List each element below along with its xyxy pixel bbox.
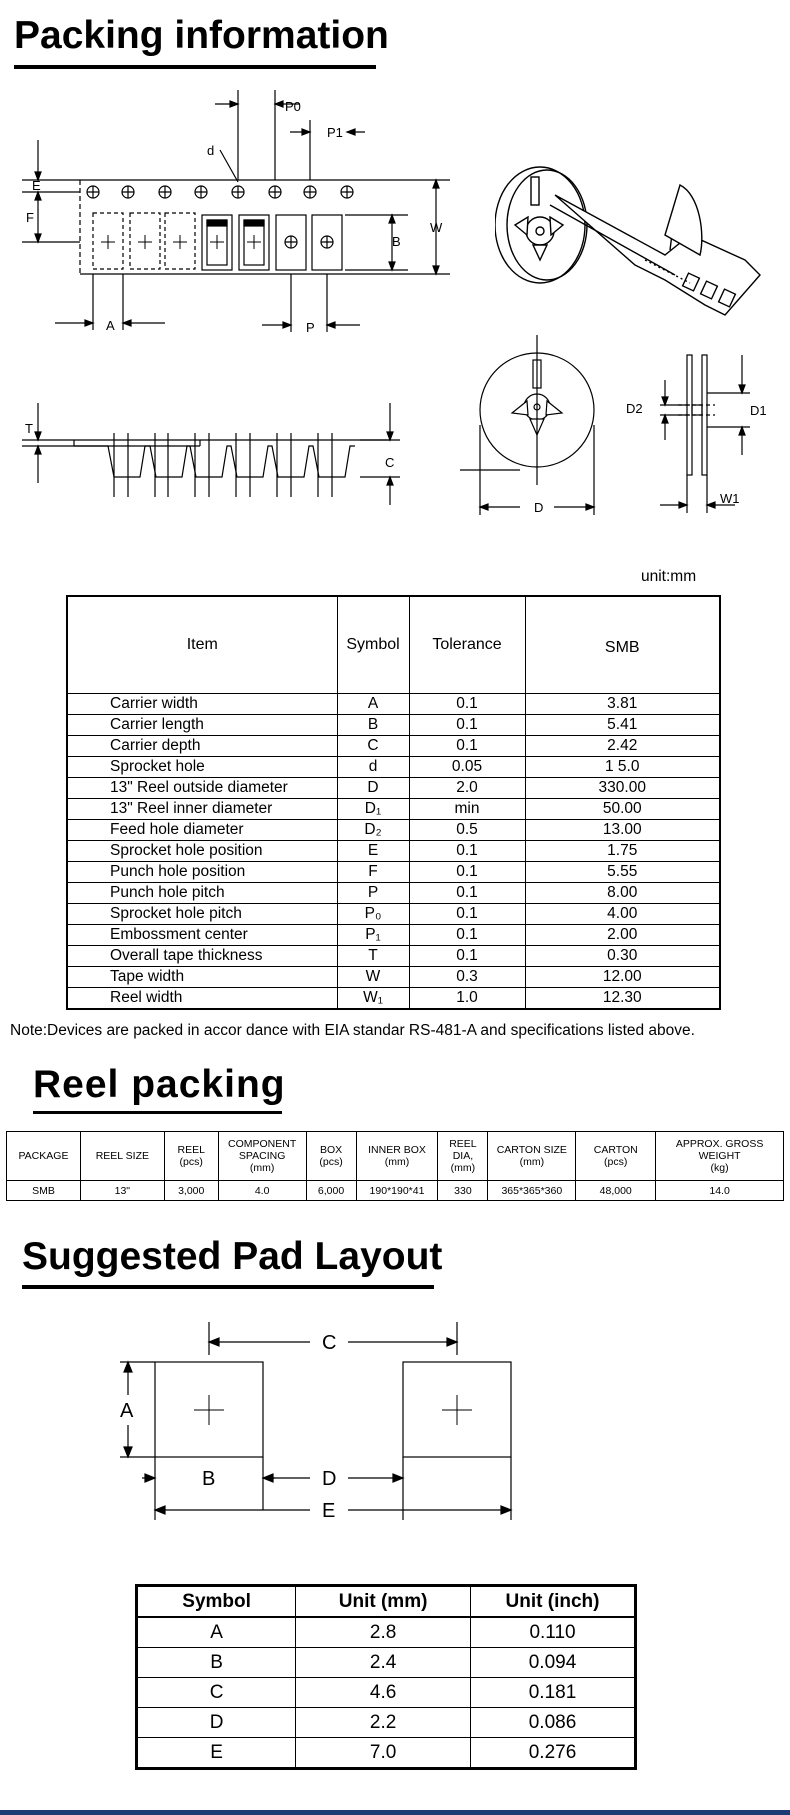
reel-header-cell <box>7 1132 81 1181</box>
spec-symbol: D₁ <box>337 799 409 820</box>
reel-data-cell: 4.0 <box>218 1181 306 1201</box>
pad-label-b: B <box>202 1468 216 1490</box>
pad-cell: C <box>137 1678 296 1708</box>
header-item: Item <box>67 596 337 694</box>
spec-item: Embossment center <box>67 925 337 946</box>
reel-perspective-diagram <box>495 165 775 325</box>
reel-header-main: INNER BOX <box>368 1144 426 1156</box>
reel-data-row <box>7 1181 784 1201</box>
spec-tolerance: 2.0 <box>409 778 525 799</box>
spec-value: 0.30 <box>525 946 720 967</box>
reel-header-sub: (pcs) <box>604 1156 628 1168</box>
reel-header-main: REEL <box>177 1144 205 1156</box>
spec-tolerance: 0.5 <box>409 820 525 841</box>
spec-value: 8.00 <box>525 883 720 904</box>
pad-layout-underline <box>22 1285 434 1289</box>
spec-symbol: D <box>337 778 409 799</box>
reel-header-cell <box>80 1132 164 1181</box>
spec-item: Sprocket hole position <box>67 841 337 862</box>
label-d2: D2 <box>626 401 643 416</box>
label-p0: P0 <box>285 99 301 114</box>
spec-value: 1 5.0 <box>525 757 720 778</box>
spec-item: Punch hole pitch <box>67 883 337 904</box>
spec-tolerance: min <box>409 799 525 820</box>
reel-data-cell: 48,000 <box>576 1181 656 1201</box>
header-symbol: Symbol <box>337 596 409 694</box>
spec-item: Tape width <box>67 967 337 988</box>
label-w1: W1 <box>720 491 740 506</box>
spec-value: 12.30 <box>525 988 720 1010</box>
pad-cell: 0.086 <box>471 1708 636 1738</box>
pad-cell: 0.094 <box>471 1648 636 1678</box>
reel-header-cell <box>164 1132 218 1181</box>
pad-label-c: C <box>322 1332 337 1354</box>
pad-cell: 4.6 <box>296 1678 471 1708</box>
spec-value: 5.55 <box>525 862 720 883</box>
spec-value: 4.00 <box>525 904 720 925</box>
reel-header-cell <box>576 1132 656 1181</box>
reel-header-main: PACKAGE <box>18 1150 69 1162</box>
spec-value: 330.00 <box>525 778 720 799</box>
reel-header-sub: (mm) <box>450 1162 476 1174</box>
spec-item: 13" Reel outside diameter <box>67 778 337 799</box>
spec-tolerance: 0.1 <box>409 904 525 925</box>
spec-value: 2.00 <box>525 925 720 946</box>
spec-symbol: C <box>337 736 409 757</box>
tape-side-view-diagram <box>0 395 470 505</box>
pad-layout-table <box>135 1584 637 1770</box>
spec-item: Carrier width <box>67 694 337 715</box>
spec-value: 12.00 <box>525 967 720 988</box>
reel-header-sub: (mm) <box>519 1156 545 1168</box>
reel-header-sub: (pcs) <box>179 1156 203 1168</box>
label-p: P <box>306 320 315 335</box>
label-b: B <box>392 234 401 249</box>
spec-symbol: W <box>337 967 409 988</box>
spec-row <box>67 925 720 946</box>
spec-tolerance: 0.1 <box>409 841 525 862</box>
spec-row <box>67 862 720 883</box>
label-d: d <box>207 143 215 158</box>
spec-row <box>67 988 720 1010</box>
packing-title: Packing information <box>14 14 389 57</box>
reel-header-sub: (mm) <box>384 1156 410 1168</box>
spec-symbol: B <box>337 715 409 736</box>
reel-data-cell: 6,000 <box>306 1181 356 1201</box>
spec-value: 13.00 <box>525 820 720 841</box>
reel-header-main: BOX <box>319 1144 343 1156</box>
pad-row <box>137 1708 636 1738</box>
reel-header-main: CARTON <box>593 1144 638 1156</box>
spec-row <box>67 799 720 820</box>
pad-row <box>137 1648 636 1678</box>
spec-tolerance: 0.1 <box>409 694 525 715</box>
spec-symbol: P <box>337 883 409 904</box>
spec-value: 50.00 <box>525 799 720 820</box>
label-t: T <box>25 421 33 436</box>
label-f: F <box>26 210 34 225</box>
label-e: E <box>32 178 41 193</box>
packing-note: Note:Devices are packed in accor dance with EIA standar RS-481-A and specifications listed above. <box>10 1022 695 1039</box>
spec-row <box>67 967 720 988</box>
pad-cell: 2.8 <box>296 1617 471 1648</box>
spec-value: 1.75 <box>525 841 720 862</box>
reel-header-sub: (kg) <box>710 1162 729 1174</box>
spec-symbol: A <box>337 694 409 715</box>
spec-item: Reel width <box>67 988 337 1010</box>
pad-label-e: E <box>322 1500 336 1522</box>
spec-item: Carrier depth <box>67 736 337 757</box>
pad-layout-diagram <box>100 1310 540 1540</box>
spec-tolerance: 0.1 <box>409 736 525 757</box>
pad-cell: 0.181 <box>471 1678 636 1708</box>
pad-label-d: D <box>322 1468 337 1490</box>
tape-top-view-diagram <box>0 80 470 350</box>
spec-tolerance: 1.0 <box>409 988 525 1010</box>
pad-row <box>137 1738 636 1769</box>
reel-data-cell: SMB <box>7 1181 81 1201</box>
unit-label: unit:mm <box>641 568 697 585</box>
reel-header-main: CARTON SIZE <box>496 1144 567 1156</box>
spec-row <box>67 694 720 715</box>
reel-header-cell <box>656 1132 784 1181</box>
pad-header-row <box>137 1586 636 1618</box>
label-d1: D1 <box>750 403 767 418</box>
pad-layout-title: Suggested Pad Layout <box>22 1235 443 1278</box>
spec-row <box>67 946 720 967</box>
reel-packing-table <box>6 1131 784 1201</box>
spec-row <box>67 715 720 736</box>
spec-value: 2.42 <box>525 736 720 757</box>
spec-row <box>67 904 720 925</box>
spec-item: Sprocket hole pitch <box>67 904 337 925</box>
label-d-reel: D <box>534 500 544 515</box>
reel-header-row <box>7 1132 784 1181</box>
spec-tolerance: 0.1 <box>409 946 525 967</box>
reel-header-cell <box>356 1132 438 1181</box>
spec-item: Punch hole position <box>67 862 337 883</box>
reel-header-cell <box>306 1132 356 1181</box>
pad-cell: 7.0 <box>296 1738 471 1769</box>
spec-row <box>67 757 720 778</box>
reel-data-cell: 3,000 <box>164 1181 218 1201</box>
spec-symbol: W₁ <box>337 988 409 1010</box>
pad-row <box>137 1617 636 1648</box>
spec-row <box>67 883 720 904</box>
label-c: C <box>385 455 395 470</box>
spec-tolerance: 0.3 <box>409 967 525 988</box>
pad-header-symbol: Symbol <box>137 1586 296 1618</box>
reel-header-cell <box>488 1132 576 1181</box>
reel-data-cell: 190*190*41 <box>356 1181 438 1201</box>
spec-symbol: F <box>337 862 409 883</box>
label-p1: P1 <box>327 125 343 140</box>
pad-cell: A <box>137 1617 296 1648</box>
reel-packing-underline <box>33 1111 282 1114</box>
spec-row <box>67 736 720 757</box>
packing-title-underline <box>14 65 376 69</box>
spec-value: 5.41 <box>525 715 720 736</box>
reel-data-cell: 14.0 <box>656 1181 784 1201</box>
bottom-accent-bar <box>0 1810 790 1815</box>
pad-header-inch: Unit (inch) <box>471 1586 636 1618</box>
reel-packing-title: Reel packing <box>33 1063 286 1106</box>
spec-tolerance: 0.1 <box>409 883 525 904</box>
spec-value: 3.81 <box>525 694 720 715</box>
reel-data-cell: 330 <box>438 1181 488 1201</box>
spec-symbol: P₁ <box>337 925 409 946</box>
spec-row <box>67 820 720 841</box>
reel-data-cell: 13" <box>80 1181 164 1201</box>
label-a: A <box>106 318 115 333</box>
reel-header-cell <box>218 1132 306 1181</box>
reel-header-main: REEL SIZE <box>95 1150 149 1162</box>
spec-item: 13" Reel inner diameter <box>67 799 337 820</box>
reel-header-main: COMPONENT SPACING <box>228 1138 297 1162</box>
spec-symbol: E <box>337 841 409 862</box>
pad-cell: 2.2 <box>296 1708 471 1738</box>
pad-cell: E <box>137 1738 296 1769</box>
reel-front-side-diagram <box>450 335 770 525</box>
pad-header-mm: Unit (mm) <box>296 1586 471 1618</box>
reel-header-sub: (mm) <box>249 1162 275 1174</box>
spec-tolerance: 0.1 <box>409 862 525 883</box>
spec-row <box>67 841 720 862</box>
spec-item: Carrier length <box>67 715 337 736</box>
pad-row <box>137 1678 636 1708</box>
reel-header-main: REEL DIA, <box>449 1138 477 1162</box>
spec-symbol: T <box>337 946 409 967</box>
reel-header-main: APPROX. GROSS WEIGHT <box>675 1138 764 1162</box>
spec-header-row <box>67 596 720 694</box>
pad-cell: 2.4 <box>296 1648 471 1678</box>
spec-tolerance: 0.05 <box>409 757 525 778</box>
pad-cell: B <box>137 1648 296 1678</box>
label-w: W <box>430 220 443 235</box>
header-tolerance: Tolerance <box>409 596 525 694</box>
spec-item: Overall tape thickness <box>67 946 337 967</box>
header-smb: SMB <box>525 596 720 694</box>
reel-data-cell: 365*365*360 <box>488 1181 576 1201</box>
spec-symbol: P₀ <box>337 904 409 925</box>
spec-row <box>67 778 720 799</box>
reel-header-sub: (pcs) <box>319 1156 343 1168</box>
spec-symbol: d <box>337 757 409 778</box>
reel-header-cell <box>438 1132 488 1181</box>
pad-cell: 0.110 <box>471 1617 636 1648</box>
spec-item: Feed hole diameter <box>67 820 337 841</box>
spec-tolerance: 0.1 <box>409 925 525 946</box>
pad-cell: 0.276 <box>471 1738 636 1769</box>
spec-symbol: D₂ <box>337 820 409 841</box>
packing-spec-table <box>66 595 721 1010</box>
spec-tolerance: 0.1 <box>409 715 525 736</box>
pad-label-a: A <box>120 1400 134 1422</box>
pad-cell: D <box>137 1708 296 1738</box>
spec-item: Sprocket hole <box>67 757 337 778</box>
